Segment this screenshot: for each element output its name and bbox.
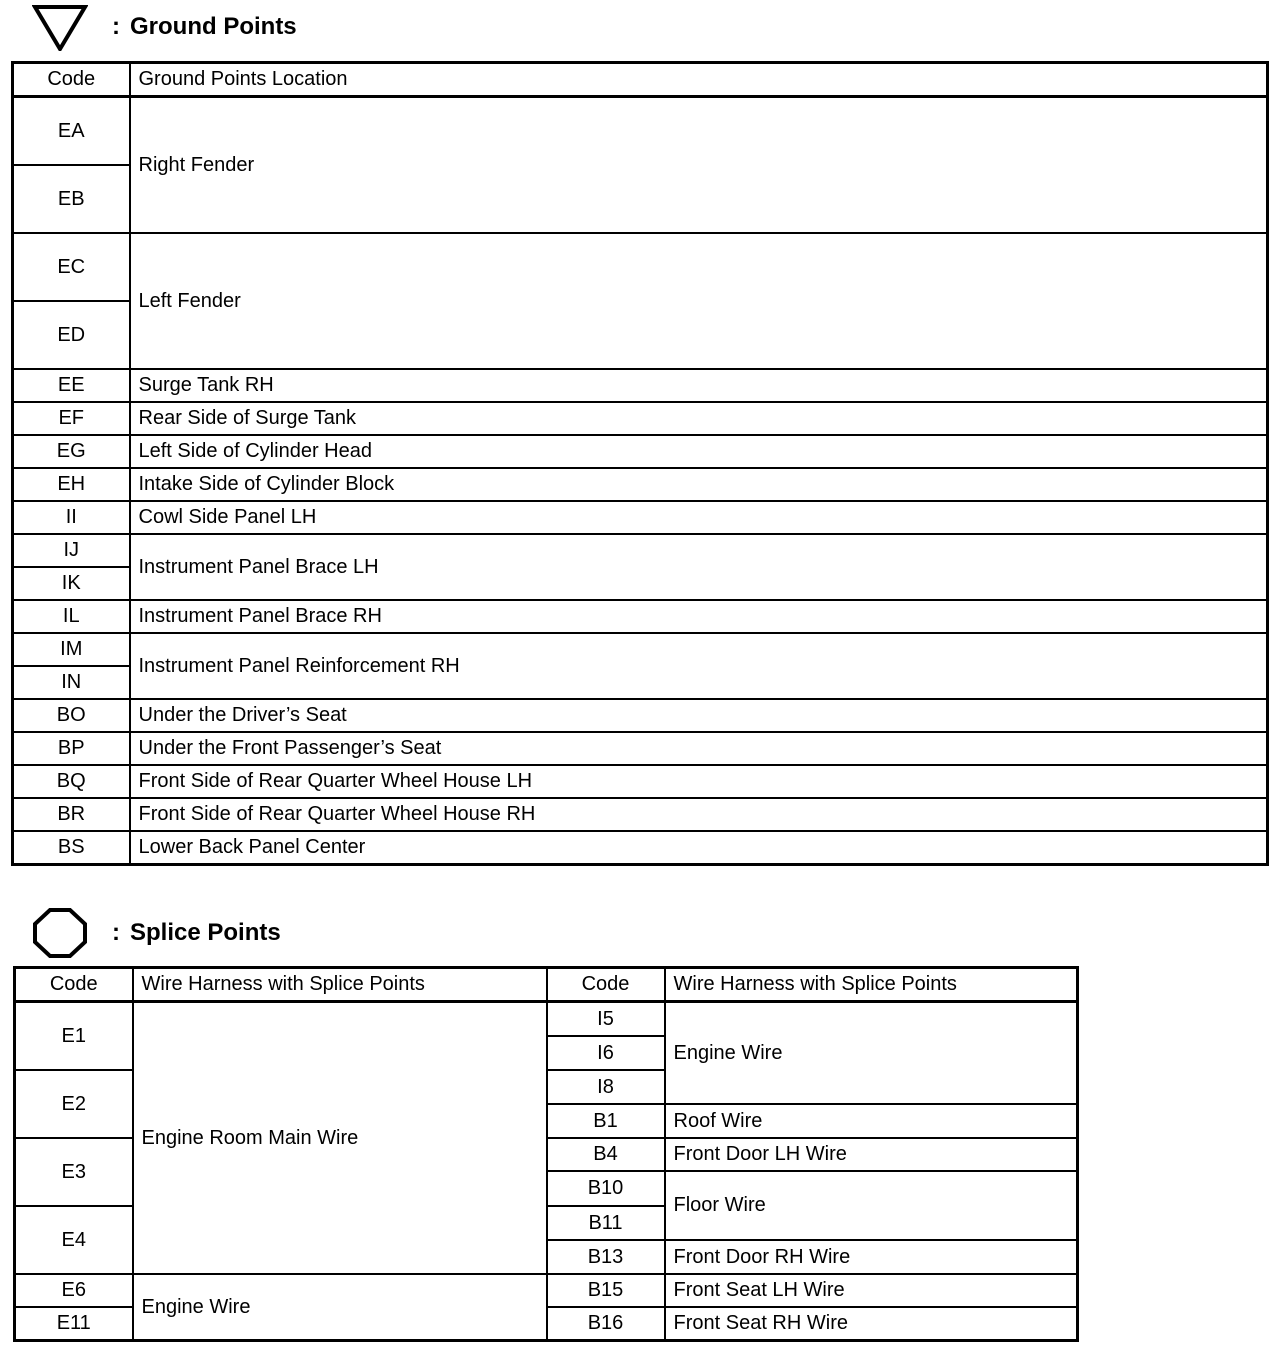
splice-code-right: I8 [547, 1070, 665, 1104]
ground-code: IM [13, 633, 130, 666]
ground-colon: : [112, 13, 120, 40]
ground-code: IL [13, 600, 130, 633]
ground-code: EC [13, 233, 130, 301]
ground-code: BO [13, 699, 130, 732]
splice-code-left: E3 [15, 1138, 133, 1206]
ground-code: BR [13, 798, 130, 831]
header-code: Code [13, 63, 130, 97]
splice-code-right: B10 [547, 1171, 665, 1206]
ground-location: Intake Side of Cylinder Block [130, 468, 1268, 501]
header-harness-left: Wire Harness with Splice Points [133, 968, 547, 1002]
triangle-down-icon [32, 3, 88, 51]
table-row [13, 435, 1268, 468]
splice-harness-right: Engine Wire [665, 1002, 1078, 1105]
ground-location: Left Fender [130, 233, 1268, 369]
ground-code: BQ [13, 765, 130, 798]
ground-location: Surge Tank RH [130, 369, 1268, 402]
splice-code-left: E11 [15, 1307, 133, 1341]
table-header-row [13, 63, 1268, 97]
ground-code: EA [13, 97, 130, 166]
splice-code-right: B16 [547, 1307, 665, 1341]
table-row [13, 831, 1268, 865]
ground-code: IJ [13, 534, 130, 567]
splice-code-left: E4 [15, 1206, 133, 1274]
table-row [15, 1002, 1078, 1037]
splice-code-right: B15 [547, 1274, 665, 1307]
table-row [15, 1274, 1078, 1307]
ground-points-table [11, 61, 1269, 866]
splice-harness-right: Front Seat RH Wire [665, 1307, 1078, 1341]
ground-location: Left Side of Cylinder Head [130, 435, 1268, 468]
table-row [13, 798, 1268, 831]
ground-location: Right Fender [130, 97, 1268, 234]
splice-harness-right: Front Door RH Wire [665, 1240, 1078, 1274]
table-row [13, 633, 1268, 666]
ground-code: ED [13, 301, 130, 369]
ground-code: EF [13, 402, 130, 435]
table-row [13, 369, 1268, 402]
ground-code: II [13, 501, 130, 534]
header-code-right: Code [547, 968, 665, 1002]
splice-code-right: I6 [547, 1036, 665, 1070]
ground-location: Under the Driver’s Seat [130, 699, 1268, 732]
splice-harness-right: Front Seat LH Wire [665, 1274, 1078, 1307]
ground-location: Rear Side of Surge Tank [130, 402, 1268, 435]
splice-harness-right: Floor Wire [665, 1171, 1078, 1240]
table-row [13, 468, 1268, 501]
splice-code-left: E2 [15, 1070, 133, 1138]
ground-code: EE [13, 369, 130, 402]
ground-location: Under the Front Passenger’s Seat [130, 732, 1268, 765]
ground-code: EH [13, 468, 130, 501]
splice-colon: : [112, 919, 120, 946]
table-row [13, 534, 1268, 567]
splice-harness-left: Engine Wire [133, 1274, 547, 1341]
ground-location: Front Side of Rear Quarter Wheel House LH [130, 765, 1268, 798]
ground-location: Lower Back Panel Center [130, 831, 1268, 865]
ground-location: Instrument Panel Reinforcement RH [130, 633, 1268, 699]
ground-code: EB [13, 165, 130, 233]
ground-code: IK [13, 567, 130, 600]
ground-location: Instrument Panel Brace LH [130, 534, 1268, 600]
table-row [13, 97, 1268, 166]
ground-location: Cowl Side Panel LH [130, 501, 1268, 534]
splice-code-right: B13 [547, 1240, 665, 1274]
octagon-icon [32, 907, 88, 959]
table-row [13, 732, 1268, 765]
splice-code-left: E6 [15, 1274, 133, 1307]
splice-points-heading [32, 908, 281, 958]
table-row [13, 699, 1268, 732]
splice-title: Splice Points [130, 919, 281, 946]
splice-code-right: B1 [547, 1104, 665, 1138]
ground-title: Ground Points [130, 13, 297, 40]
splice-code-right: B11 [547, 1206, 665, 1240]
splice-code-right: B4 [547, 1138, 665, 1171]
ground-code: EG [13, 435, 130, 468]
splice-harness-left: Engine Room Main Wire [133, 1002, 547, 1275]
ground-code: BP [13, 732, 130, 765]
header-harness-right: Wire Harness with Splice Points [665, 968, 1078, 1002]
ground-points-heading [32, 2, 297, 52]
table-row [13, 233, 1268, 301]
ground-location: Instrument Panel Brace RH [130, 600, 1268, 633]
table-row [13, 765, 1268, 798]
splice-harness-right: Front Door LH Wire [665, 1138, 1078, 1171]
ground-location: Front Side of Rear Quarter Wheel House RH [130, 798, 1268, 831]
ground-code: IN [13, 666, 130, 699]
splice-points-table [13, 966, 1079, 1342]
ground-code: BS [13, 831, 130, 865]
table-row [13, 501, 1268, 534]
splice-code-right: I5 [547, 1002, 665, 1037]
header-code-left: Code [15, 968, 133, 1002]
table-row [13, 402, 1268, 435]
splice-harness-right: Roof Wire [665, 1104, 1078, 1138]
table-row [13, 600, 1268, 633]
splice-code-left: E1 [15, 1002, 133, 1071]
table-header-row [15, 968, 1078, 1002]
header-location: Ground Points Location [130, 63, 1268, 97]
